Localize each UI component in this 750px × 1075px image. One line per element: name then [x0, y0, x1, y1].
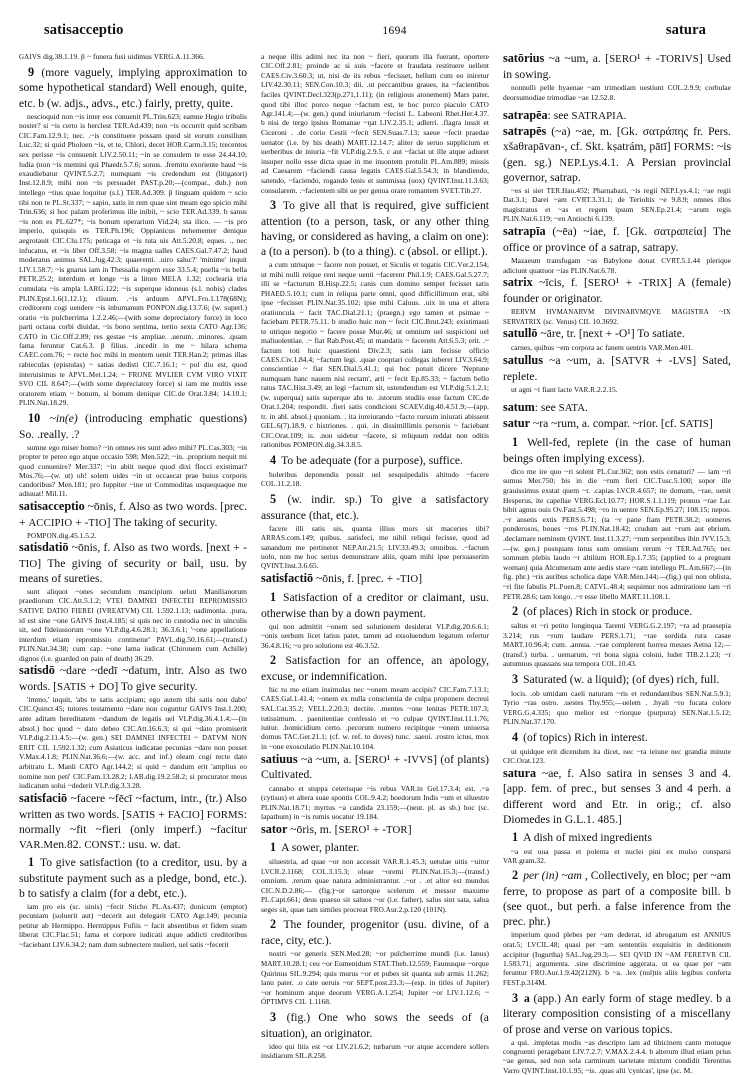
- sense-number: 3: [269, 1009, 285, 1024]
- entry-headline: [503, 224, 731, 255]
- citation-block: ideo qui litis est ~or LIV.21.6.2; turbarum ~or atque accendere sollers insidiarum SIL.8.258.: [260, 1041, 489, 1061]
- entry-headline: [503, 416, 731, 432]
- headline-body: ~ōnis, f. Also as two words. [prec. + ACCIPIO + -TIO] The taking of security.: [19, 499, 247, 529]
- headword[interactable]: satrix: [502, 275, 533, 290]
- sense-definition: (of topics) Rich in interest.: [523, 730, 648, 744]
- sense-definition: To give all that is required, give sufficient attention (to a person, task, or any other thing having, or considered as having, a claim on one): a (to a person). b (to a thing). c (absol. or ellipt.).: [260, 199, 489, 259]
- sense-1: [503, 830, 731, 846]
- citation-block: RERVM HVMANARVM DIVINARVMQVE MAGISTRA ~IX SERVATRIX (sc. Venus) CIL 10.3692.: [502, 307, 731, 326]
- sense-2: [261, 653, 489, 684]
- sense-definition: (more vaguely, implying approximation to some hypothetical standard) Well enough, quite, etc. b (w. adjs., advs., etc.) fairly, pretty, quite.: [19, 65, 247, 110]
- sense-3: [503, 991, 731, 1037]
- entry-headline: [19, 663, 247, 694]
- citation-block: GAIVS dig.38.1.19. β ~ funera fusi uidimus VERG.A.11.366.: [19, 52, 205, 61]
- sense-number: 3: [269, 198, 281, 213]
- sense-2: [261, 917, 489, 948]
- entry-headline: [503, 124, 731, 185]
- sense-lead-bold: a: [523, 991, 534, 1005]
- sense-number: 3: [511, 990, 522, 1005]
- sense-5: [261, 492, 489, 523]
- citation-block: POMPON.dig.45.1.5.2.: [27, 530, 97, 540]
- sense-definition: The founder, progenitor (usu. divine, of a race, city, etc.).: [260, 918, 489, 948]
- citation-block: ~a est uua passa et polenta et nuclei pini ex mulso consparsi VAR.gram.32.: [502, 846, 731, 865]
- headline-body: ~ōris, m. [SERO¹ + -TOR]: [287, 822, 412, 836]
- citation-block: iam pro eis (sc. uinis) ~fecit Sticho PL.As.437; donicum (emptor) pecuniam (soluerit aut) ~decerit aut delegarit CATO Agr.149; pecunia petitur ab Hermippo. Hermippus Fufiis ~ facit absentibus et fidem suam liberat CIC.Flac.51; fama et corpore iudicati atque addicti creditoribus ~faciebant LIV.6.34.2; nam dum subnectere mulieri, uel satis ~fecerit: [19, 901, 247, 949]
- citation-block: ~es si siet TER.Hau.452; Pharnabazi, ~is regii NEP.Lys.4.1; ~ae regii Dat.3.1; Darei ~am CVRT.3.31.1; de Terioltis ~e 9.8.9; omnes illos magistratus et ~as et regem ipsum SEN.Ep.21.4; ~arum regis PLIN.Nat.6.119; ~en Antiochi 6.139.: [502, 185, 731, 224]
- citation-block: sumne ego miser homo? ~in omnes res sunt adeo mihi? PL.Cas.303; ~in propter te pereo ego atque occasio 598; Men.522; ~in. .proprium nequit mi quod conuenire? Mer.337; ~in abiit neque quod dixi flocci existimat? Mos.76;—(w. ut) oh! solem uides ~in ut occaecat prae huius corporis candoribus? Men.181; pro Iuppiter ~ine ut Commoditas usquequaque me adiuuat! Mil.11.: [19, 442, 247, 499]
- running-head: [6, 22, 744, 44]
- cross-reference[interactable]: [503, 108, 731, 124]
- xref-target[interactable]: : see SATA.: [534, 401, 588, 415]
- citation-block: facere illi satis uis, quanta illius mors sit maceries tibi? ARRAS.com.149; quibus. .satisfeci, me nihil reliqui fecisse, quod ad sanandum me pertineret NEP.Att.21.5; LIV.33.49.3; omnibus. .~factum uolo, non me hoc serius demonstrare aliis, quam mihi ipse persuaserim QVINT.Inst.3.6.65.: [260, 523, 489, 571]
- headline-body: ~a ~um, a. [SATVR + -LVS] Sated, replete.: [502, 353, 731, 383]
- citation-block: holeribus deponendis possit uel sesquipedalis altitudo ~facere COL.11.2.18.: [260, 469, 489, 489]
- sense-definition: (fig.) One who sows the seeds of (a situation), an originator.: [260, 1010, 489, 1040]
- headline-body: ~āre, tr. [next + -O¹] To satiate.: [537, 327, 685, 341]
- running-head-right: satura: [665, 22, 706, 38]
- page-number: 1694: [382, 25, 407, 37]
- column-middle: [254, 51, 496, 1061]
- headword[interactable]: satrapēa: [502, 107, 548, 122]
- headword[interactable]: satrapēs: [502, 123, 547, 138]
- headline-body: ~ae, f. Also satira in senses 3 and 4. [app. fem. of prec., but senses 3 and 4 perh. a different word and Etr. in orig.; cf. also Diomedes in G.L.1. 485.]: [502, 766, 731, 826]
- entry-headline: [261, 822, 489, 838]
- entry-headline: [19, 499, 247, 530]
- headword[interactable]: satisdō: [19, 663, 55, 678]
- sense-1: [503, 435, 731, 466]
- headword[interactable]: satrapīa: [502, 224, 546, 239]
- sense-number: 2: [269, 917, 282, 932]
- sense-10: [19, 411, 247, 442]
- sense-definition: Saturated (w. a liquid); (of dyes) rich, full.: [523, 673, 720, 687]
- headline-body: ~facere ~fēcī ~factum, intr., (tr.) Also written as two words. [SATIS + FACIO] FORMS: normally ~fit ~fieri (only imperf.) ~facitur VAR.Men.82. CONST.: usu. w. dat.: [19, 791, 247, 851]
- entry-headline: [19, 791, 247, 852]
- entry-headline: [19, 540, 247, 586]
- sense-number: 2: [511, 868, 522, 883]
- sense-definition: (w. indir. sp.) To give a satisfactory assurance (that, etc.).: [260, 492, 489, 522]
- headword[interactable]: satisfactiō: [260, 570, 314, 585]
- headline-body: ~a ~um, a. [SERO¹ + -IVVS] (of plants) Cultivated.: [260, 752, 489, 782]
- column-left: [12, 51, 254, 956]
- sense-definition: Satisfaction of a creditor or claimant, usu. otherwise than by a down payment.: [260, 590, 489, 620]
- headline-body: ~ōnis, f. Also as two words. [next + -TIO] The giving of security or bail, usu. by means of sureties.: [19, 541, 247, 586]
- sense-number: 10: [28, 410, 48, 425]
- sense-definition: A dish of mixed ingredients: [523, 830, 652, 844]
- headword[interactable]: satullus: [502, 352, 543, 367]
- sense-number: 2: [511, 604, 522, 619]
- column-container: [6, 51, 744, 1075]
- citation-block: a qui. .impletas modis ~as descripto iam ad tibicinem canto motuque congruenti peragebant LIV.7.2.7; V.MAX.2.4.4. b alterum illud etiam prius ~ae genus, sed non sola carminum uarietate mixtum condidit Terentius Varro QVINT.Inst.10.1.95; ~is. .quas alii 'cynicas', ipse (sc. M.: [502, 1037, 731, 1075]
- sense-1: [261, 590, 489, 621]
- citation-block: 'immo,' inquit, 'abs te satis accipiam; ego autem tibi satis non dabo' CIC.Quinct.45; tutores testamento ~dare non coguntur GAIVS Inst.1.200; ante aditam hereditatem ~dandum de legatis uel VLP.dig.36.4.1.4;—(in absol.) hoc quod ~ dato debeo CIC.Att.16.6.3; si qui ~dato promiserit VLP.dig.2.11.4.5;—(w. gen.) SEI DAMNEI INFECTEI ~ DATVM NON ERIT CIL 1.592.1.32; cum Asiaticus iudicatae pecunias ~dare non posset V.Max.4.1.8; PLIN.Nat.36.6;—(w. acc. and inf.) oleam cogi recte dato arbitratu L. Manli CATO Agr.144.2; si quid ~ dandum erit 'amplius eo nomine non peti' CIC.Fam.13.28.2; LAB.dig.19.2.58.2; si procurator meus iudicatum solui ~dederit VLP.dig.3.3.28.: [19, 695, 247, 791]
- citation-block: nonnulli pelle hyaenae ~am trimodiam uestiunt COL.2.9.9; corbulae deorsumodiae trimodiae ~ae 12.52.8.: [502, 82, 731, 102]
- sense-definition: To give satisfaction (to a creditor, usu. by a substitute payment such as a pledge, bond, etc.). b to satisfy a claim (for a debt, etc.).: [19, 855, 247, 900]
- entry-headline: [503, 353, 731, 384]
- citation-block: imperium quod plebes per ~am dederat, id abrogatum est ANNIUS orat.5; LVCIL.48; quasi per ~am sententiis exquisitis in deditionem accipitur (Iugurtha) SAL.Jug.29.3;— SEI QVID IN ~AM FERETVR CIL 1.583.71; argumenta. .sine discrimine aggerata, ut ea quae per ~am feruntur FRO.Aur.1.9.42(212N). b ~a. .lex (nul)tis aliis legibus conferta FEST.p.314M.: [502, 930, 731, 988]
- sense-1: [19, 855, 247, 901]
- sense-number: 2: [269, 652, 284, 667]
- sense-definition: Well-fed, replete (in the case of human beings often implying excess).: [502, 435, 731, 465]
- headword[interactable]: satisacceptio: [19, 498, 85, 513]
- citation-block: a cum utrisque ~ facere non posset, et Siculis et togatis CIC.Ver.2.154; ut mihi nulli reique reni neque uenti ~facerent Phil.1.9; CAES.Gal.5.27.7; illi se ~facturum B.Hisp.22.5; canis cum domino semper fecisset satis PHAED.5.10.1; cum in reliqua parte omni, quod difficillimum erat, sibi ipse ~fecisset PLIN.Nat.35.102; ipse mihi Caluus. .uix in una et altera oratiuncula ~ facit TAC.Dial.21.1; (praegn.) ego tamen et psimae ~ faciebam PETR.75.11. b studio huic non ~ fecit CIC.Brut.243; existimasti te utrique negotio ~ facere posse Mur.46; ut omnium uel suspicioni uel maliuolentiae. .~ fiat Rab.Post.45; ut mandatis ~ facerem Att.6.5.3; erit. .~ factum toti huic quaestioni Div.2.3; satis iam fecisse officio CAES.Civ.1.84.4; ~factum legi. .quae cooptari collegas iuberet LIV.3.64.9; conscientiae ~ fiat SEN.Dial.5.41.1; qui hoc potuit dicere 'Neptune numquam hanc nauem nisi rectam', arti ~ fecit Ep.85.33; ~ factum bello ratus TAC.Hist.3.49; an legi ~factum sit, ustendendum est VLP.dig.5.1.2.1; (w. superqua) satis superque abs te. .istorum studiis esse factum CIC.de Orat.1.204; respondit. .fieri satis condicioni SCAEV.dig.40.4.51.9;—(app. tr. in abl. absol.) quoniam. . ita iureiurando ~facto rursum iniurati abissent GEL.6(7).18.9. c histriones. . qui. .in dissimillimis personis ~ faciebant CIC.Orat.109; is. .non uidetur ~facere, si reliquum reddat non oditis rationibus POMPON.dig.34.3.8.5.: [260, 260, 489, 450]
- headword[interactable]: satisfaciō: [19, 790, 68, 805]
- sense-definition: Satisfaction for an offence, an apology, excuse, or indemnification.: [260, 653, 489, 683]
- xref-target[interactable]: : see SATRAPIA.: [547, 108, 627, 122]
- citation-block: a neque illis adimi nec ita non ~ fieri, quorum illa fuerant, oportere CIC.Off.2.81; proinde ac si suis ~facere et fraudata restituere uellent CAES.Civ.3.60.3; ut, nisi de iis rebus ~fecisset, bellum cum eo iniretur LIV.42.30.11; SEN.Con.10.3; dii. .ut peccantibus graues, ita ~facientibus faciles QVINT.Decl.323(p.271,1.11); (in religious atonement) Mars pater, quod tibi illoc porco neque ~factum est, te hoc porco piaculo CATO Agr.141.4;—(w. gen.) qund iniuriarum ~fecisti L. Labeoni Rhet.Her.4.37. b nisi de tergo ipsius Romanae ~ŋat LIV.2.35.1; adlerri. .flagra iussit et Ciceroni . .de corio Cestii ~fecit SEN.Suas.7.13; saeue ~fecit praedae uenator (i.e. by his death) MART.12.14.7; aliter de seruo supplicium et uerberibus de iniuria ~fit VLP.dig.2.9.5. c aut ~faciat ut ille atque adiuret insuper nollo esse dicta quae in me insontem protulit PL.Am.889; missis ad Caesarem ~faciendi causa legatis CAES.Gal.5.54.3; in blandiendo, satendo, ~faciendo, rogando lenis et summissa (uox) QVINT.Inst.11.3.63; consularem. .~facientem sibi ue per genua orare romantem SVET.Tib.27.: [260, 52, 489, 195]
- sense-number: 3: [511, 672, 522, 687]
- headline-body: ~īcis, f. [SERO¹ + -TRIX] A (female) founder or originator.: [502, 276, 731, 306]
- sense-number: 4: [511, 729, 522, 744]
- citation-block: locis. .ob umidam caeli naturam ~ris et redundantibus SEN.Nat.5.9.1; Tyrio ~ras ostro. .uestes Thy.955;—uelem . .hyali ~ro fucata colore VERG.G.4.335; quo melior est ~riorque (purpura) SEN.Nat.1.5.12; PLIN.Nat.37.170.: [502, 688, 731, 727]
- headword[interactable]: satura: [502, 765, 537, 780]
- citation-block: cannabo et stuppa ceterisque ~is rebus VAR.in Gel.17.3.4; est. .~a (cytisus) et altera suae spontis COL.9.4.2; hoedorum Indis ~um et siluestre PLIN.Nat.18.71; myrtus ~a candida 23.159;—(neut. pl. as sb.) hoc (sc. lapathum) in ~is rumis uocatur 19.184.: [260, 783, 489, 822]
- sense-definition: (app.) An early form of stage medley. b a literary composition consisting of a miscellany of prose and verse on various topics.: [502, 991, 731, 1036]
- cross-reference[interactable]: [503, 400, 731, 416]
- sense-lead-italic: per (in) ~am: [523, 869, 585, 883]
- headline-body: ~a ~um, a. [SERO¹ + -TORIVS] Used in sowing.: [502, 52, 731, 81]
- sense-number: 1: [511, 434, 526, 449]
- sense-definition: A sower, planter.: [281, 841, 360, 855]
- sense-number: 1: [269, 589, 282, 604]
- citation-block: nescioquid non ~is inter eos conuenit PL.Trin.623; eamne Hegio tribulis noster? si ~is certo is herclest TER.Ad.439; non ~is occurrit quid scribam CIC.Fam.12.9.1; nec. .~is constituere possam quod sit eorum consilium Luc.32; si quid Pholoen ~is, et te, Chlori, decet HOR.Carm.3.15; trecentos sex perisse ~is consuenit LIV.2.50.11; ~in se consulem te esse 24.44.10; ludia (non ~is memini qui Phaedr.5.7.6; sonus. .fremitu exoriente haud ~is exaudiebatur QVINT.5.2.7; numquam ~is credendum est (litigatori) Inst.12.8.9; mihi non ~is persuadet PAST.p.20;—(compar., dub.) non intellego ~tius quae loquitur (s.l.) TER.Ad.309. β linguam quidem ~ scio tibi non te PL.St.337; ~ sapio, satis in rem quae sint meam ego spicio mihi Trin.636; si hoc palam proferimus ille inibit, ~ scio TER.Ad.339. b sanus ~is non es PL.627*; ~is bonum operarium Vid.24; sta ilico. — ~is pro imperio, quisquis es TER.Ph.196; Oppianicus nehementer denique aegrotauit CIC.Clu.175; peticaga et ~is tuta uis Att.5.20.8; eques. ., nec infucatus, et ~is liber Off.3.58; ~is magna ualles CAES.Gal.7.47.2; haud moderatus animus SAL.Jug.42.3; quaerenti. .uiro saluc?' 'minime' inquit LIV.1.58.7; ~is gnarus iam in Thessalia rogem esse 33.5.4; puella ~is bella PETR.25.2; interdum et longe ~is a litore MELA 1.32; coclearia tria cumulata ~is ampla LARG.122; ~is superque idoneus (s.l. nobis) clades PLIN.Epst.1.6(1.12.1); cliuum. .~is arduum APVL.Fro.1.178(68N); creditorem cogi uendere ~is inhumanum PONPON.dig.13.7.6; (w. superl.) oratio ~is pulcherrima 1.2.2.46;—(with some depreciatory force) in loco parti octaua corbi diuidat, ~is bono sentima, tertio sexta CATO Agr.136; CATO in Cic.Off.2.89; res gestae ~is ampliae. .uerum. .minores. .quam fama feruntur Cat.6.3. β filius. .incedit in me ~ hilara schema CAEC.com.76; ~ recte hoc mihi in mentem uenit TER.Han.2; primas illas rabieculas (epistulas) ~ satias dedisti CIC.7.16.1; ~ pol diu est, quod interuisimus te APVL.Met.1.24; ~ FRONE MVLIER CVM VIRO VIXIT SVO CIL 8.647;—(with some depreciatory force) si iam me multis esse oratorem etiam ~ bonum, si bonum denique CIC.de Orat.3.84; 14.10.1; PLIN.Nat.18.29.: [19, 111, 247, 408]
- citation-block: siluestria, ad quae ~or non accessit VAR.R.1.45.3; uetulae uitis ~uitor LVCR.2.1168; COL.3.15.3; oleae ~oremi PLIN.Nat.15.3;—(transf.) omnium. .rerum quae natura administrantur. .~or . .et altor est mundus CIC.N.D.2.86;— (fig.)~or sartorque scelerum et messor maxume PL.Capt.661; deus quaeso sit saluos ~or (i.e. father), salus sint sata, salua seges sit, quae tam similes procreat FRO.Aur.2.p.120 (101N).: [260, 857, 489, 914]
- sense-9: [19, 65, 247, 111]
- citation-block: Mazaeum transfugam ~as Babylone donat CVRT.5.1.44 plerique adiciunt quattuor ~ias PLIN.Nat.6.78.: [502, 255, 731, 275]
- sense-definition: To be adequate (for a purpose), suffice.: [281, 454, 463, 468]
- headline-body: ~dare ~dedī ~datum, intr. Also as two words. [SATIS + DO] To give security.: [19, 664, 247, 694]
- headword[interactable]: satullō: [502, 326, 538, 341]
- headword[interactable]: satum: [502, 400, 535, 415]
- headword[interactable]: satisdatiō: [19, 540, 69, 555]
- citation-block: ut agni ~i fiant lacte VAR.R.2.2.15.: [510, 384, 618, 394]
- headline-body: ~ōnis, f. [prec. + -TIO]: [313, 571, 423, 585]
- citation-block: sunt aliquot ~ones secundum mancipium ueluti Manilianorum praediorum CIC.Att.5.1.2; VTEI DAMNEI INFECTEI REPROMISSIO SATIVE DATIO FIEREI (IVREATVM) CIL 1.592.1.13; uadimonia. .pura, id est sine ~one GAIVS Inst.4.185; si quis nec in custodia nec in uinculis sit, sed fideiussorum ~one VLP.dig.4.6.28.1; 36.3.6.1; '~one appellatione interdum etiam repromissio continetur' PAVL.dig.50.16.61;—(transf.) PLIN.Nat.34.38; cum cap. ~one lama iudicat (Chironem cum Achille) dignos (i.e. guarded on pain of death) 36.29.: [19, 587, 248, 664]
- entry-headline: [261, 571, 489, 587]
- sense-number: 4: [269, 453, 280, 468]
- headline-body: (~a) ~ae, m. [Gk. σατράπης fr. Pers. xšaθrapāvan-, cf. Skt. kṣatrám, pātī] FORMS: ~is (gen. sg.) NEP.Lys.4.1. A Persian provincial governor, satrap.: [502, 124, 731, 184]
- headline-body: ~ra ~rum, a. compar. ~rior. [cf. SATIS]: [530, 417, 713, 431]
- sense-number: 1: [28, 854, 38, 869]
- citation-block: saltus et ~ri petito longinqua Tarenti VERG.G.2.197; ~ra ad praesepia 3.214; rus ~rum laudare PERS.1.71; ~rae sordida rura casae MART.10.96.4; cum. .annua. .~rae complerent horrea messes Aetna 12;—(transf.) turba. . uemarum, ~ri bona signa coloni, ludet TIB.2.1.23; ~r autumnus quassans sua tempora COL.10.43.: [502, 621, 731, 669]
- entry-headline: [503, 275, 731, 306]
- sense-definition: , Collectively, en bloc; per ~am ferre, to propose as part of a composite bill. b (see quot., but perh. a false inference from the prec. phr.): [502, 869, 731, 929]
- citation-block: nostri ~or generis SEN.Med.28; ~or pulcherrime mundi (i.e. Ianus) MART.10.28.1; ceu ~or Eumenidum STAT.Theb.12.559; Faunusque ~orque Quirinus SIL.9.294; quis murus ~or et pubes sit quanta sub armis 11.262; lanu pater. .o cate ueruis ~or SEPT.post.23.3;—(esp. in titles of Jupiter) ~or hominum atque deorum VERG.A.1.254; Jupiter ~or LIV.1.12.6; ~ ÓPTIMVS CIL 1.1168.: [260, 949, 489, 1007]
- sense-4: [503, 730, 731, 746]
- citation-block: dico me ire quo ~ri solent PL.Cur.362; non estis cenaturi? — iam ~ri sumus Mer.750; bis in die ~rum fieri CIC.Tusc.5.100; sopor ille grauissimus exstat quem ~r. .capias LVCR.4.657; ite domum, ~rae, uenit Hesperus, ite capellae VERG.Ecl.10.77; HOR.S.1.1.119; pronus ~rae Lac bibit agnus ouis Ov.Fast.5.498; ~ro in uentre SEN.Ep.95.27; 108.15; nepos. .~r ansetis extis PERS.6.71; (ta ~r pane fiam PETR.38.2; uomeres ponderosos, boues ~ros PLIN.Nat.18.42; crudum aut ~rum aut ebrium. .declamare neminem QVINT. Inst.11.3.27; ~rum serpentibus ibin JVV.15.3;—(w. gen.) postquam intus sum omnium rerum ~r TER.Ad.765; nec somnum plebis laudo ~r altilium HOR.Ep.1.7.35; (applied to a pregnant woman) quia Alcumenam ante aedis stare ~ram intellego PL.Am.667;—(in fig. phr.) ~ris auribus scholica dape VAR.Men.144;—(fig.) qui non oblista, ~ri fite fabulis PL.Poen.8; CATVL.48.4; sequimur nos admiratione iam ~ri PETR.28.6; tam longo. .~r esse libello MART.11.108.1.: [502, 466, 731, 601]
- citation-block: carnes, quibus ~em corpora ac fanem uentris VAR.Men.401.: [510, 343, 694, 353]
- entry-headline: [261, 752, 489, 783]
- citation-block: qui non admittit ~onem sed solutionem desiderat VLP.dig.20.6.6.1; ~onis uerbum licet latius patet, tamen ad exsoluendum legatum refertur 36.4.8.16; ~o pro solutione est 46.3.52.: [260, 621, 489, 650]
- column-right: [496, 51, 738, 1075]
- sense-number: 1: [511, 829, 522, 844]
- citation-block: ut quidque erit dicendum ita dicet, nec ~ra ieiune nec grandia minute CIC.Orat.123.: [502, 746, 731, 766]
- headword[interactable]: satōrius: [502, 51, 545, 65]
- sense-3: [261, 1010, 489, 1041]
- sense-lead-italic: ~in(e): [49, 411, 86, 425]
- sense-number: 5: [269, 491, 286, 506]
- sense-number: 1: [269, 840, 280, 855]
- sense-3: [503, 672, 731, 688]
- sense-3: [261, 198, 489, 259]
- sense-1: [261, 840, 489, 856]
- headword[interactable]: satiuus: [260, 751, 298, 766]
- sense-4: [261, 453, 489, 469]
- running-head-left: satisacceptio: [44, 22, 124, 38]
- sense-definition: (introducing emphatic questions) So. .really. .?: [19, 411, 247, 441]
- entry-headline: [503, 326, 731, 342]
- headline-body: (~ēa) ~iae, f. [Gk. σατραπεία] The office or province of a satrap, satrapy.: [502, 225, 731, 254]
- citation-block: hic tu me etiam insimulas nec ~onem meam accipis? CIC.Fam.7.13.1; CAES.Gal.1.41.4; ~onem ex nulla conscientia de culpa proponere decreui SAL.Cat.35.2; VELL.2.20.3; dectite. .mentes ~one lenitas PETR.107.3; tutissimum. . paenitentiae confessio et ~o culpae QVINT.Inst.11.1.76; iuitur. .homicidium certo. .pecorum numero recipitque ~onem uniuersa domus TAC.Ger.21.1; (cf. w. ref. to doves) tunc. .saeui. .rostro ictus, mox in ~one exosculatio PLIN.Nat.10.104.: [260, 684, 489, 751]
- sense-definition: (of places) Rich in stock or produce.: [523, 605, 693, 619]
- headword[interactable]: sator: [260, 821, 288, 836]
- entry-headline: [503, 766, 731, 827]
- sense-2: [503, 604, 731, 620]
- entry-headline: [503, 51, 731, 82]
- headword[interactable]: satur: [502, 416, 531, 431]
- sense-2: [503, 868, 731, 929]
- sense-number: 9: [28, 64, 40, 79]
